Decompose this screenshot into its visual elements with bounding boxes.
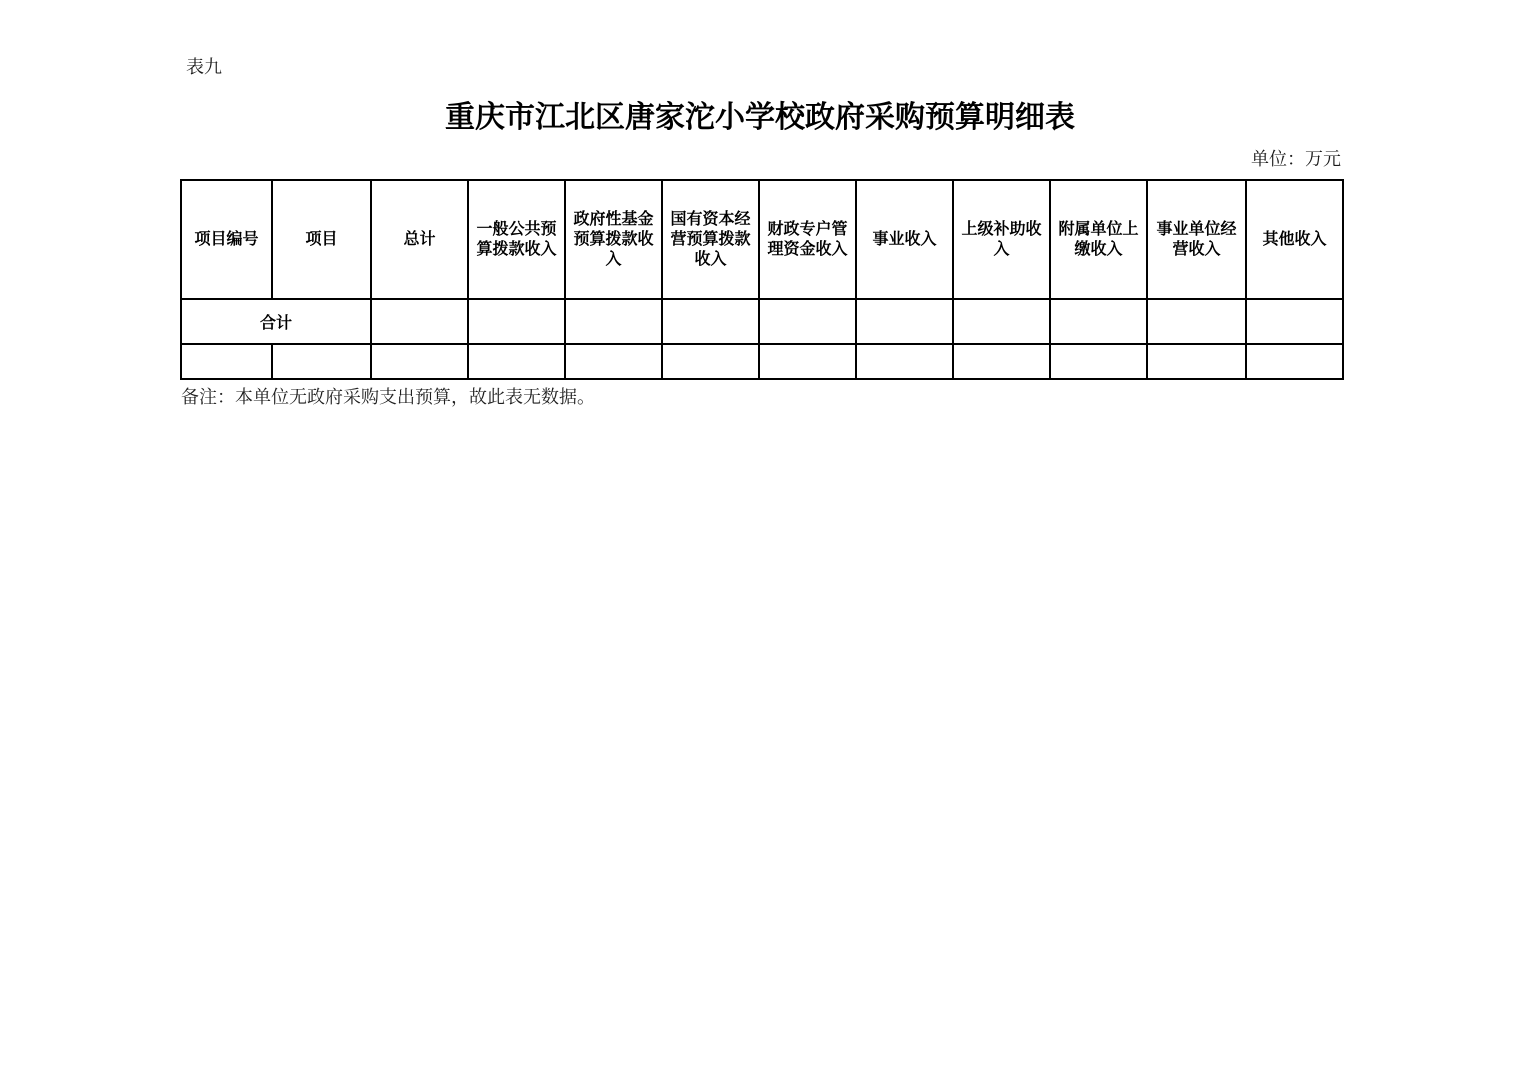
- col-header-institution-op: 事业单位经营收入: [1147, 180, 1246, 299]
- empty-cell: [181, 344, 272, 379]
- empty-cell: [1050, 344, 1147, 379]
- col-header-general-budget: 一般公共预算拨款收入: [468, 180, 565, 299]
- empty-cell: [662, 344, 759, 379]
- empty-cell: [468, 344, 565, 379]
- total-value-cell: [662, 299, 759, 344]
- col-header-business-income: 事业收入: [856, 180, 953, 299]
- total-value-cell: [371, 299, 468, 344]
- empty-cell: [759, 344, 856, 379]
- empty-row: [181, 344, 1343, 379]
- col-header-gov-fund-budget: 政府性基金预算拨款收入: [565, 180, 662, 299]
- table-header: [181, 180, 1343, 299]
- table-number-label: 表九: [186, 57, 222, 77]
- total-value-cell: [953, 299, 1050, 344]
- empty-cell: [1147, 344, 1246, 379]
- unit-label: 单位：万元: [1251, 149, 1341, 169]
- total-label-cell: 合计: [181, 299, 371, 344]
- empty-cell: [565, 344, 662, 379]
- total-value-cell: [1050, 299, 1147, 344]
- procurement-budget-table: [180, 179, 1344, 380]
- total-value-cell: [565, 299, 662, 344]
- empty-cell: [856, 344, 953, 379]
- empty-cell: [371, 344, 468, 379]
- col-header-superior-subsidy: 上级补助收入: [953, 180, 1050, 299]
- table-body: [181, 299, 1343, 379]
- col-header-grand-total: 总计: [371, 180, 468, 299]
- total-value-cell: [1147, 299, 1246, 344]
- total-value-cell: [468, 299, 565, 344]
- col-header-fiscal-account: 财政专户管理资金收入: [759, 180, 856, 299]
- empty-cell: [953, 344, 1050, 379]
- col-header-project-id: 项目编号: [181, 180, 272, 299]
- footnote: 备注：本单位无政府采购支出预算，故此表无数据。: [181, 387, 595, 407]
- empty-cell: [272, 344, 371, 379]
- total-value-cell: [759, 299, 856, 344]
- empty-cell: [1246, 344, 1343, 379]
- header-row: [181, 180, 1343, 299]
- col-header-affiliate-remit: 附属单位上缴收入: [1050, 180, 1147, 299]
- total-value-cell: [856, 299, 953, 344]
- total-value-cell: [1246, 299, 1343, 344]
- col-header-project: 项目: [272, 180, 371, 299]
- col-header-state-capital: 国有资本经营预算拨款收入: [662, 180, 759, 299]
- page-title: 重庆市江北区唐家沱小学校政府采购预算明细表: [445, 101, 1075, 134]
- total-row: [181, 299, 1343, 344]
- col-header-other-income: 其他收入: [1246, 180, 1343, 299]
